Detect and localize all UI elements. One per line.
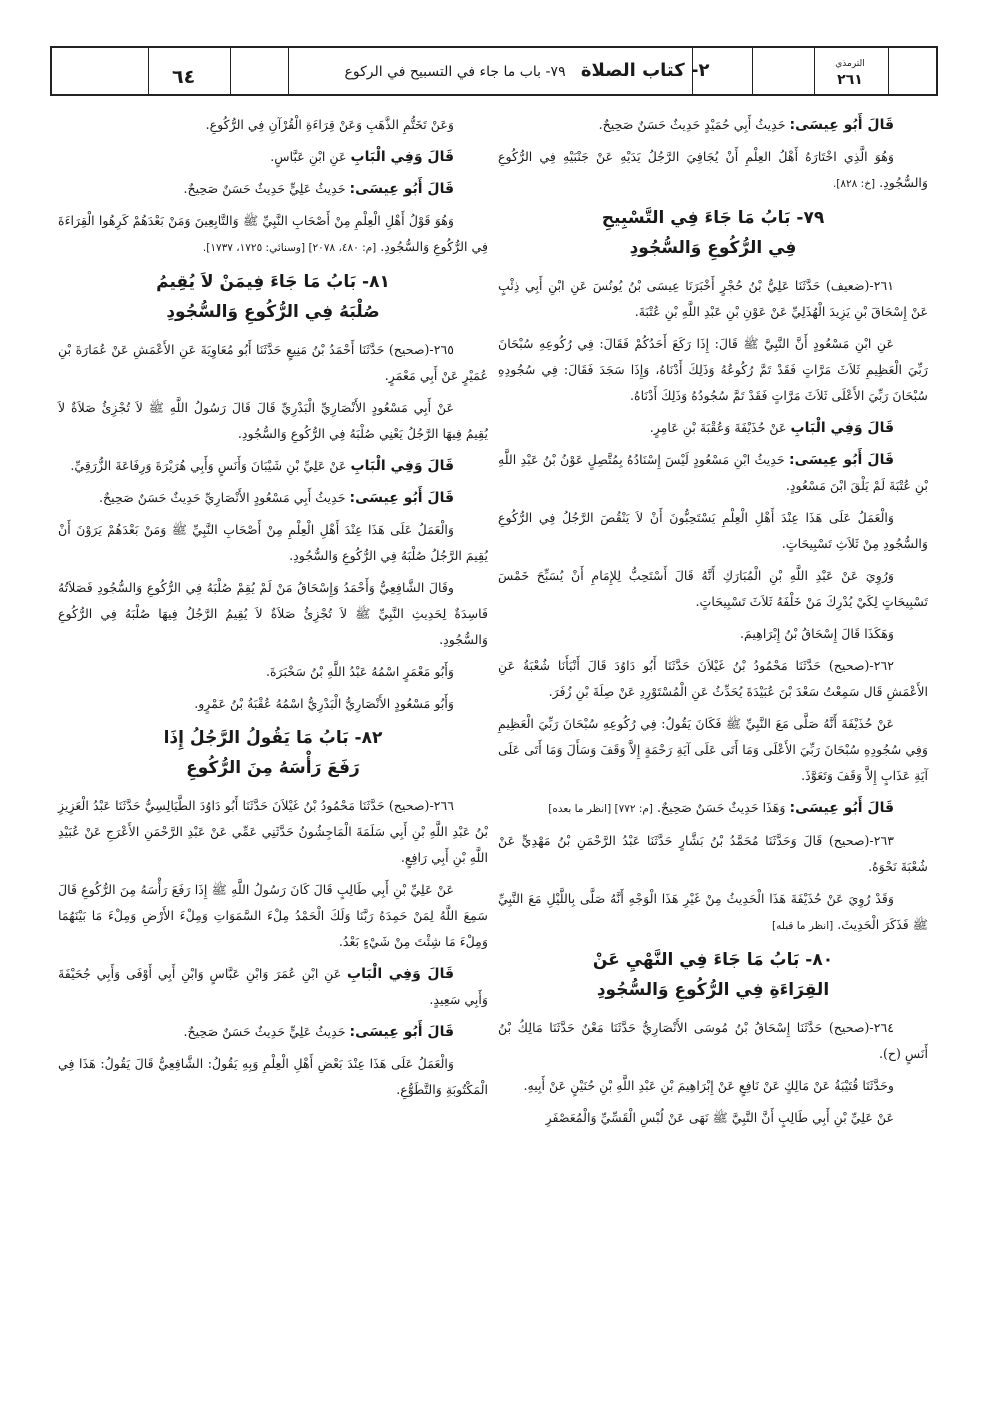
paragraph-text: وَعَنْ تَخَتُّمِ الذَّهَبِ وَعَنْ قِرَاءَةِ الْقُرْآنِ فِي الرُّكُوعِ.: [205, 117, 454, 132]
text-paragraph: [498, 112, 928, 138]
chapter-heading-line: فِي الرُّكُوعِ وَالسُّجُودِ: [629, 238, 797, 258]
paragraph-text: حَدِيثُ عَلِيٍّ حَدِيثٌ حَسَنٌ صَحِيحٌ.: [183, 181, 346, 196]
right-column: [498, 112, 928, 1137]
reference-note: [م: ٤٨٠، ٢٠٧٨] [وسنائي: ١٧٢٥، ١٧٣٧].: [202, 242, 377, 254]
paragraph-text: عَنْ عَلِيِّ بْنِ أَبِي طَالِبٍ قَالَ كَانَ رَسُولُ اللَّهِ ﷺ إِذَا رَفَعَ رَأْسَهُ مِنَ الرُّكُوعِ قَالَ سَمِعَ اللَّهُ لِمَنْ حَمِدَهُ رَبَّنَا وَلَكَ الْحَمْدُ مِلْءَ السَّمَوَاتِ وَمِلْءَ الأَرْضِ وَمِلْءَ مَا بَيْنَهُمَا وَمِلْءَ مَا شِئْتَ مِنْ شَيْءٍ بَعْدُ.: [58, 882, 488, 949]
text-paragraph: [498, 447, 928, 499]
paragraph-text: عَنْ حُذَيْفَةَ وَعُقْبَةَ بْنِ عَامِرٍ.: [649, 420, 787, 435]
keyword-phrase: قَالَ وَفِي الْبَابِ: [350, 149, 454, 165]
keyword-phrase: قَالَ أَبُو عِيسَى:: [789, 800, 894, 816]
chapter-heading: [498, 945, 928, 1005]
text-paragraph: [498, 621, 928, 647]
text-paragraph: [58, 395, 488, 447]
reference-note: [خ: ٨٢٨].: [832, 178, 876, 190]
keyword-phrase: قَالَ أَبُو عِيسَى:: [349, 1024, 454, 1040]
paragraph-text: وَأَبُو مَعْمَرٍ اسْمُهُ عَبْدُ اللَّهِ بْنُ سَخْبَرَةَ.: [265, 664, 454, 679]
paragraph-text: حَدِيثُ عَلِيٍّ حَدِيثٌ حَسَنٌ صَحِيحٌ.: [183, 1024, 346, 1039]
header-divider: [288, 48, 289, 94]
chapter-heading-line: القِرَاءَةِ فِي الرُّكُوعِ وَالسُّجُودِ: [596, 980, 830, 1000]
text-paragraph: [498, 653, 928, 705]
hadith-number: ٢٦١: [837, 72, 863, 88]
text-paragraph: [498, 828, 928, 880]
chapter-heading-line: ٧٩- بَابُ مَا جَاءَ فِي التَّسْبِيحِ: [601, 208, 825, 228]
author-box: [824, 56, 876, 88]
text-paragraph: [58, 1019, 488, 1045]
keyword-phrase: قَالَ وَفِي الْبَابِ: [350, 458, 454, 474]
paragraph-text: وَهَذَا حَدِيثٌ حَسَنٌ صَحِيحٌ.: [657, 800, 786, 815]
text-paragraph: [58, 575, 488, 653]
header-divider: [148, 48, 149, 94]
chapter-heading-line: ٨١- بَابُ مَا جَاءَ فِيمَنْ لاَ يُقِيمُ: [156, 272, 390, 292]
paragraph-text: وَالْعَمَلُ عَلَى هَذَا عِنْدَ أَهْلِ الْعِلْمِ يَسْتَحِبُّونَ أَنْ لاَ يَنْقُصَ الرَّجُلُ فِي الرُّكُوعِ وَالسُّجُودِ مِنْ ثَلاَثِ تَسْبِيحَاتٍ.: [498, 510, 928, 551]
author-name: الترمذي: [835, 59, 865, 69]
text-paragraph: [498, 711, 928, 789]
chapter-heading-line: رَفَعَ رَأْسَهُ مِنَ الرُّكُوعِ: [186, 758, 360, 778]
bab-title: ٧٩- باب ما جاء في التسبيح في الركوع: [344, 64, 566, 80]
text-paragraph: [58, 144, 488, 170]
paragraph-text: حَدِيثُ أَبِي مَسْعُودٍ الأَنْصَارِيِّ حَدِيثٌ حَسَنٌ صَحِيحٌ.: [99, 490, 346, 505]
chapter-heading: [498, 203, 928, 263]
text-paragraph: [58, 877, 488, 955]
text-paragraph: [498, 1105, 928, 1131]
paragraph-text: عَنِ ابْنِ عُمَرَ وَابْنِ عَبَّاسٍ وَابْنِ أَبِي أَوْفَى وَأَبِي جُحَيْفَةَ وَأَبِي سَعِيدٍ.: [58, 966, 488, 1007]
chapter-heading-line: صُلْبَهُ فِي الرُّكُوعِ وَالسُّجُودِ: [166, 302, 380, 322]
paragraph-text: ٢٦٦-(صحيح) حَدَّثَنَا مَحْمُودُ بْنُ غَيْلاَنَ حَدَّثَنَا أَبُو دَاوُدَ الطَّيَالِسِيُّ حَدَّثَنَا عَبْدُ الْعَزِيزِ بْنُ عَبْدِ اللَّهِ بْنِ أَبِي سَلَمَةَ الْمَاجِشُونُ حَدَّثَنِي عَمِّي عَنْ عَبْدِ الرَّحْمَنِ الأَعْرَجِ عَنْ عُبَيْدِ اللَّهِ بْنِ أَبِي رَافِعٍ.: [58, 798, 488, 865]
text-paragraph: [498, 795, 928, 822]
chapter-heading-line: ٨٠- بَابُ مَا جَاءَ فِي النَّهْيِ عَنْ: [592, 950, 834, 970]
keyword-phrase: قَالَ وَفِي الْبَابِ: [347, 966, 454, 982]
text-paragraph: [58, 337, 488, 389]
text-paragraph: [58, 176, 488, 202]
paragraph-text: ٢٦٥-(صحيح) حَدَّثَنَا أَحْمَدُ بْنُ مَنِيعٍ حَدَّثَنَا أَبُو مُعَاوِيَةَ عَنِ الأَعْمَشِ عَنْ عُمَارَةَ بْنِ عُمَيْرٍ عَنْ أَبِي مَعْمَرٍ.: [58, 342, 488, 383]
paragraph-text: وَهُوَ الَّذِي اخْتَارَهُ أَهْلُ العِلْمِ أَنْ يُجَافِيَ الرَّجُلُ يَدَيْهِ عَنْ جَنْبَيْهِ فِي الرُّكُوعِ وَالسُّجُودِ.: [498, 149, 928, 190]
keyword-phrase: قَالَ وَفِي الْبَابِ: [790, 420, 894, 436]
paragraph-text: عَنْ حُذَيْفَةَ أَنَّهُ صَلَّى مَعَ النَّبِيِّ ﷺ فَكَانَ يَقُولُ: فِي رُكُوعِهِ سُبْحَانَ رَبِّيَ الْعَظِيمِ وَفِي سُجُودِهِ سُبْحَانَ رَبِّيَ الأَعْلَى وَمَا أَتَى عَلَى آيَةِ رَحْمَةٍ إِلاَّ وَقَفَ وَسَأَلَ وَمَا أَتَى عَلَى آيَةِ عَذَابٍ إِلاَّ وَقَفَ وَتَعَوَّذَ.: [498, 716, 928, 783]
paragraph-text: حَدِيثُ أَبِي حُمَيْدٍ حَدِيثٌ حَسَنٌ صَحِيحٌ.: [598, 117, 786, 132]
text-paragraph: [498, 273, 928, 325]
text-paragraph: [58, 691, 488, 717]
paragraph-text: ٢٦٢-(صحيح) حَدَّثَنَا مَحْمُودُ بْنُ غَيْلاَنَ حَدَّثَنَا أَبُو دَاوُدَ قَالَ أَنْبَأَنَا شُعْبَةُ عَنِ الأَعْمَشِ قَال سَمِعْتُ سَعْدَ بْنَ عُبَيْدَةَ يُحَدِّثُ عَنِ الْمُسْتَوْرِدِ عَنْ صِلَةَ بْنِ زُفَرَ.: [498, 658, 928, 699]
kitab-title: ٢- كتاب الصلاة: [580, 60, 710, 81]
text-paragraph: [498, 563, 928, 615]
chapter-heading-line: ٨٢- بَابُ مَا يَقُولُ الرَّجُلُ إِذَا: [163, 728, 383, 748]
running-title: [342, 60, 712, 81]
paragraph-text: وَأَبُو مَسْعُودٍ الأَنْصَارِيُّ الْبَدْرِيُّ اسْمُهُ عُقْبَةُ بْنُ عَمْرٍو.: [194, 696, 454, 711]
paragraph-text: عَنِ ابْنِ مَسْعُودٍ أَنَّ النَّبِيَّ ﷺ قَالَ: إِذَا رَكَعَ أَحَدُكُمْ فَقَالَ: فِي رُكُوعِهِ سُبْحَانَ رَبِّيَ الْعَظِيمِ ثَلاَثَ مَرَّاتٍ فَقَدْ تَمَّ رُكُوعُهُ وَذَلِكَ أَدْنَاهُ، وَإِذَا سَجَدَ فَقَالَ: فِي سُجُودِهِ سُبْحَانَ رَبِّيَ الأَعْلَى ثَلاَثَ مَرَّاتٍ فَقَدْ تَمَّ سُجُودُهُ وَذَلِكَ أَدْنَاهُ.: [498, 336, 928, 403]
paragraph-text: ٢٦١-(ضعيف) حَدَّثَنَا عَلِيُّ بْنُ حُجْرٍ أَخْبَرَنَا عِيسَى بْنُ يُونُسَ عَنِ ابْنِ أَبِي ذِئْبٍ عَنْ إِسْحَاقَ بْنِ يَزِيدَ الْهُذَلِيِّ عَنْ عَوْنِ بْنِ عَبْدِ اللَّهِ بْنِ عُتْبَةَ.: [498, 278, 928, 319]
keyword-phrase: قَالَ أَبُو عِيسَى:: [789, 117, 894, 133]
paragraph-text: ٢٦٣-(صحيح) قَالَ وَحَدَّثَنَا مُحَمَّدُ بْنُ بَشَّارٍ حَدَّثَنَا عَبْدُ الرَّحْمَنِ بْنُ مَهْدِيٍّ عَنْ شُعْبَةَ نَحْوَهُ.: [498, 833, 928, 874]
reference-note: [م: ٧٧٢] [انظر ما بعده]: [548, 803, 654, 815]
paragraph-text: وحَدَّثَنَا قُتَيْبَةُ عَنْ مَالِكٍ عَنْ نَافِعٍ عَنْ إِبْرَاهِيمَ بْنِ عَبْدِ اللَّهِ بْنِ حُنَيْنٍ عَنْ أَبِيهِ.: [523, 1078, 894, 1093]
text-paragraph: [58, 208, 488, 261]
paragraph-text: عَنِ ابْنِ عَبَّاسٍ.: [270, 149, 347, 164]
paragraph-text: وَقَدْ رُوِيَ عَنْ حُذَيْفَةَ هَذَا الْحَدِيثُ مِنْ غَيْرِ هَذَا الْوَجْهِ أَنَّهُ صَلَّى بِاللَّيْلِ مَعَ النَّبِيِّ ﷺ فَذَكَرَ الْحَدِيثَ.: [498, 891, 928, 932]
header-divider: [230, 48, 231, 94]
header-divider: [888, 48, 889, 94]
left-column: [58, 112, 488, 1109]
header-divider: [752, 48, 753, 94]
text-paragraph: [498, 331, 928, 409]
text-paragraph: [498, 1015, 928, 1067]
text-paragraph: [58, 961, 488, 1013]
text-paragraph: [58, 517, 488, 569]
reference-note: [انظر ما قبله]: [772, 920, 834, 932]
paragraph-text: وَالْعَمَلُ عَلَى هَذَا عِنْدَ أَهْلِ الْعِلْمِ مِنْ أَصْحَابِ النَّبِيِّ ﷺ وَمَنْ بَعْدَهُمْ يَرَوْنَ أَنْ يُقِيمَ الرَّجُلُ صُلْبَهُ فِي الرُّكُوعِ وَالسُّجُودِ.: [58, 522, 488, 563]
text-paragraph: [498, 144, 928, 197]
text-paragraph: [498, 415, 928, 441]
text-paragraph: [58, 453, 488, 479]
chapter-heading: [58, 267, 488, 327]
paragraph-text: ٢٦٤-(صحيح) حَدَّثَنَا إِسْحَاقُ بْنُ مُوسَى الأَنْصَارِيُّ حَدَّثَنَا مَعْنٌ حَدَّثَنَا مَالِكُ بْنُ أَنَسٍ (ح).: [498, 1020, 928, 1061]
paragraph-text: عَنْ أَبِي مَسْعُودٍ الأَنْصَارِيِّ الْبَدْرِيِّ قَالَ قَالَ رَسُولُ اللَّهِ ﷺ لاَ تُجْزِئُ صَلاَةٌ لاَ يُقِيمُ فِيهَا الرَّجُلُ يَعْنِي صُلْبَهُ فِي الرُّكُوعِ وَالسُّجُودِ.: [58, 400, 488, 441]
text-paragraph: [58, 1051, 488, 1103]
keyword-phrase: قَالَ أَبُو عِيسَى:: [349, 181, 454, 197]
paragraph-text: عَنْ عَلِيِّ بْنِ شَيْبَانَ وَأَنَسٍ وَأَبِي هُرَيْرَةَ وَرِفَاعَةَ الزُّرَقِيِّ.: [70, 458, 347, 473]
text-paragraph: [58, 485, 488, 511]
paragraph-text: وَالْعَمَلُ عَلَى هَذَا عِنْدَ بَعْضِ أَهْلِ الْعِلْمِ وَبِهِ يَقُولُ: الشَّافِعِيُّ قَالَ يَقُولُ: هَذَا فِي الْمَكْتُوبَةِ وَالتَّطَوُّعِ.: [58, 1056, 488, 1097]
paragraph-text: حَدِيثُ ابْنِ مَسْعُودٍ لَيْسَ إِسْنَادُهُ بِمُتَّصِلٍ عَوْنُ بْنُ عَبْدِ اللَّهِ بْنِ عُتْبَةَ لَمْ يَلْقَ ابْنَ مَسْعُودٍ.: [498, 452, 928, 493]
page-number: ٦٤: [172, 66, 196, 88]
paragraph-text: وَهَكَذَا قَالَ إِسْحَاقُ بْنُ إِبْرَاهِيمَ.: [740, 626, 894, 641]
keyword-phrase: قَالَ أَبُو عِيسَى:: [349, 490, 454, 506]
text-paragraph: [58, 659, 488, 685]
paragraph-text: وَرُوِيَ عَنْ عَبْدِ اللَّهِ بْنِ الْمُبَارَكِ أَنَّهُ قَالَ أَسْتَحِبُّ لِلإِمَامِ أَنْ يُسَبِّحَ خَمْسَ تَسْبِيحَاتٍ لِكَيْ يُدْرِكَ مَنْ خَلْفَهُ ثَلاَثَ تَسْبِيحَاتٍ.: [498, 568, 928, 609]
paragraph-text: عَنْ عَلِيِّ بْنِ أَبِي طَالِبٍ أَنَّ النَّبِيَّ ﷺ نَهَى عَنْ لُبْسِ الْقَسِّيِّ وَالْمُعَصْفَرِ: [545, 1110, 894, 1125]
paragraph-text: وَهُوَ قَوْلُ أَهْلِ الْعِلْمِ مِنْ أَصْحَابِ النَّبِيِّ ﷺ وَالتَّابِعِينَ وَمَنْ بَعْدَهُمْ كَرِهُوا الْقِرَاءَةَ فِي الرُّكُوعِ وَالسُّجُودِ.: [58, 213, 488, 254]
text-paragraph: [498, 886, 928, 939]
chapter-heading: [58, 723, 488, 783]
text-paragraph: [498, 505, 928, 557]
header-divider: [814, 48, 815, 94]
text-paragraph: [58, 112, 488, 138]
keyword-phrase: قَالَ أَبُو عِيسَى:: [789, 452, 894, 468]
text-paragraph: [498, 1073, 928, 1099]
page-header: [50, 46, 938, 96]
paragraph-text: وقَالَ الشَّافِعِيُّ وَأَحْمَدُ وَإِسْحَاقُ مَنْ لَمْ يُقِمْ صُلْبَهُ فِي الرُّكُوعِ وَالسُّجُودِ فَصَلاَتُهُ فَاسِدَةٌ لِحَدِيثِ النَّبِيِّ ﷺ لاَ تُجْزِئُ صَلاَةٌ لاَ يُقِيمُ الرَّجُلُ فِيهَا صُلْبَهُ فِي الرُّكُوعِ وَالسُّجُودِ.: [58, 580, 488, 647]
text-paragraph: [58, 793, 488, 871]
